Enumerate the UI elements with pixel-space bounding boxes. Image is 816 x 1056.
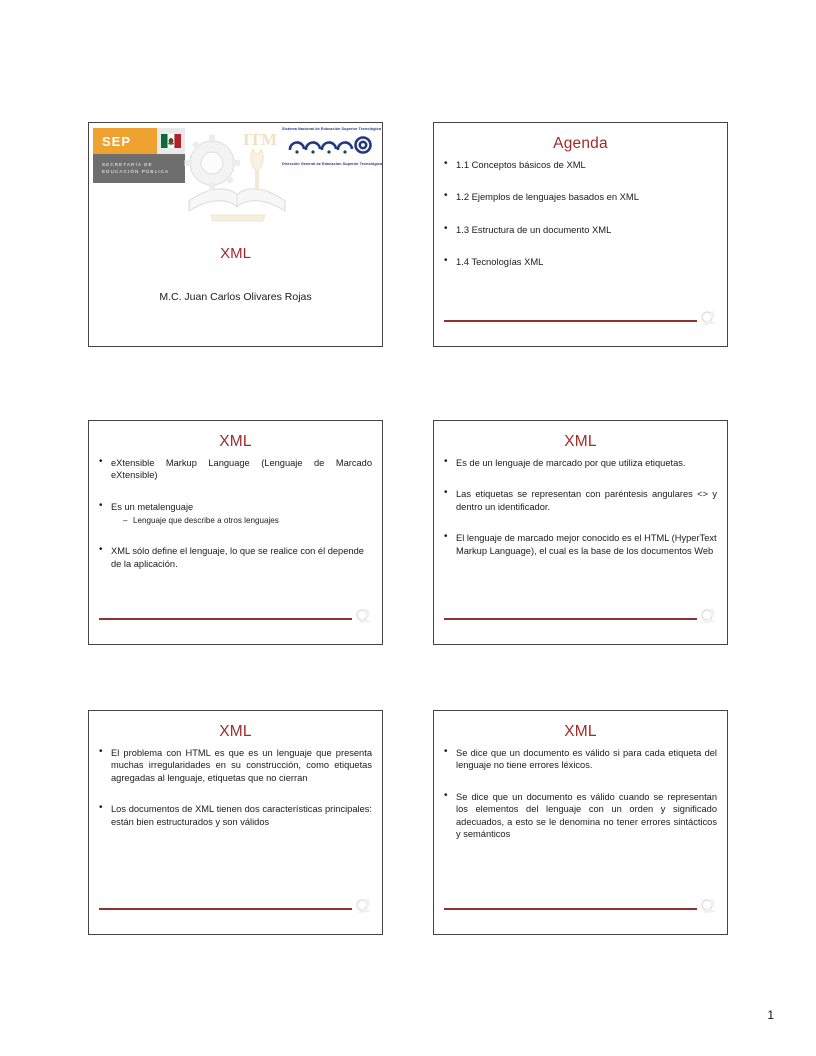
slide-5-body	[89, 747, 382, 828]
bullet-text: 1.1 Conceptos básicos de XML	[456, 159, 586, 170]
bullet-text: eXtensible Markup Language (Lenguaje de Marcado eXtensible)	[111, 458, 372, 481]
bullet-text: Es un metalenguaje	[111, 501, 194, 512]
bullet-text: 1.2 Ejemplos de lenguajes basados en XML	[456, 191, 639, 203]
svg-text:ITM: ITM	[243, 130, 277, 149]
slide-2-body	[434, 159, 727, 269]
page-number: 1	[767, 1008, 774, 1022]
bullet-text: Es de un lenguaje de marcado por que utiliza etiquetas.	[456, 458, 686, 468]
slide-3-sub-bullet-list	[111, 515, 372, 526]
slide-6-footer	[444, 902, 719, 920]
footer-watermark-icon	[700, 896, 719, 915]
bullet-text: El problema con HTML es que es un lenguaje que presenta muchas irregularidades en su construcción, como etiquetas agregadas al lenguaje, etiquetas que no cierran	[111, 748, 372, 783]
list-item	[97, 501, 372, 526]
footer-watermark-icon	[355, 896, 374, 915]
list-item	[442, 791, 717, 841]
footer-rule	[444, 618, 697, 620]
slide-4-xml	[433, 420, 728, 645]
list-item	[97, 747, 372, 784]
title-slide-heading: XML	[220, 245, 251, 262]
footer-rule	[444, 320, 697, 322]
slide-3-heading: XML	[219, 433, 252, 450]
list-item	[442, 457, 717, 469]
bullet-text: 1.3 Estructura de un documento XML	[456, 223, 612, 235]
slide-5-footer	[99, 902, 374, 920]
bullet-text: El lenguaje de marcado mejor conocido es el HTML (HyperText Markup Language), el cual es la base de los documentos Web	[456, 533, 717, 556]
bullet-text: XML sólo define el lenguaje, lo que se realice con él depende de la aplicación.	[111, 546, 364, 569]
sep-subtitle-line-1: SECRETARÍA DE	[102, 162, 153, 167]
slide-4-heading: XML	[564, 433, 597, 450]
bullet-text: Se dice que un documento es válido cuando se representan los elementos del lenguaje con un orden y significado adecuados, a esto se le denomina no tener errores sintácticos y semánticos	[456, 791, 717, 840]
slide-5-bullet-list	[97, 747, 372, 828]
footer-rule	[99, 908, 352, 910]
itm-gear-book-torch-logo	[181, 123, 293, 231]
slide-1-title	[88, 122, 383, 347]
bullet-text: Se dice que un documento es válido si para cada etiqueta del lenguaje no tiene errores léxicos.	[456, 748, 717, 771]
slide-2-bullet-list	[442, 159, 717, 269]
slide-4-footer	[444, 612, 719, 630]
slide-3-xml	[88, 420, 383, 645]
list-item	[442, 159, 717, 171]
snest-top-text: Sistema Nacional de Educación Superior Tecnológica	[282, 127, 381, 131]
slide-1-logo-row	[89, 123, 382, 231]
list-item	[442, 488, 717, 513]
footer-rule	[444, 908, 697, 910]
list-item	[442, 256, 717, 268]
slide-4-body	[434, 457, 727, 557]
bullet-text: Las etiquetas se representan con paréntesis angulares <> y dentro un identificador.	[456, 489, 717, 512]
bullet-text: 1.4 Tecnologías XML	[456, 256, 544, 268]
slide-5-xml	[88, 710, 383, 935]
sep-logo-banner	[93, 128, 185, 154]
sub-list-item	[123, 515, 372, 526]
slide-5-heading: XML	[219, 723, 252, 740]
slide-6-xml	[433, 710, 728, 935]
snest-bottom-text: Dirección General de Educación Superior Tecnológica	[282, 161, 383, 166]
list-item	[442, 747, 717, 772]
list-item	[442, 191, 717, 203]
sep-logo-subtitle	[93, 154, 185, 183]
footer-watermark-icon	[700, 606, 719, 625]
snest-rings-icon	[282, 135, 378, 160]
list-item	[442, 532, 717, 557]
slide-2-agenda	[433, 122, 728, 347]
footer-watermark-icon	[700, 308, 719, 327]
slide-3-bullet-list	[97, 457, 372, 570]
sub-bullet-text: Lenguaje que describe a otros lenguajes	[133, 516, 279, 526]
list-item	[97, 545, 372, 570]
slide-6-bullet-list	[442, 747, 717, 840]
bullet-text: Los documentos de XML tienen dos características principales: están bien estructurados y son válidos	[111, 804, 372, 827]
slide-6-body	[434, 747, 727, 840]
list-item	[442, 224, 717, 236]
slide-4-bullet-list	[442, 457, 717, 557]
sep-subtitle-line-2: EDUCACIÓN PÚBLICA	[102, 169, 170, 174]
slide-2-heading: Agenda	[553, 135, 608, 152]
title-slide-author: M.C. Juan Carlos Olivares Rojas	[159, 291, 312, 303]
footer-rule	[99, 618, 352, 620]
list-item	[97, 803, 372, 828]
slide-3-body	[89, 457, 382, 570]
slide-2-footer	[444, 314, 719, 332]
footer-watermark-icon	[355, 606, 374, 625]
sep-acronym: SEP	[102, 133, 132, 149]
slide-6-heading: XML	[564, 723, 597, 740]
snest-logo	[282, 127, 383, 167]
list-item	[97, 457, 372, 482]
sep-logo	[93, 128, 185, 183]
slide-3-footer	[99, 612, 374, 630]
